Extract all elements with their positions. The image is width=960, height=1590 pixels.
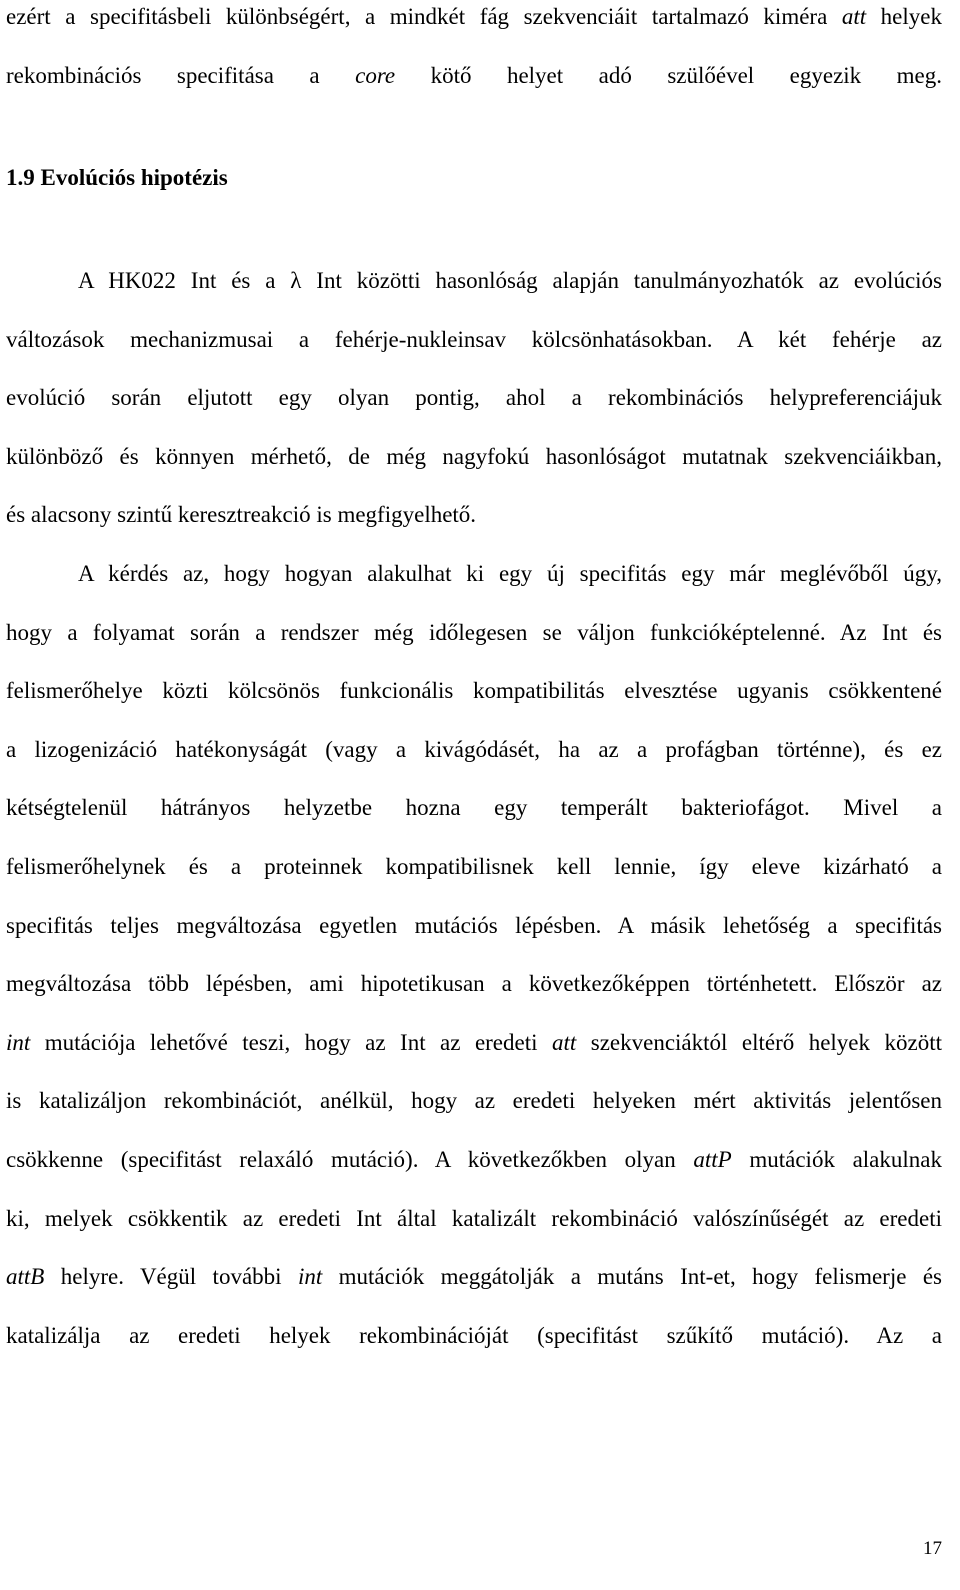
- text-line: [6, 325, 942, 355]
- text-run: kétségtelenül hátrányos helyzetbe hozna egy temperált bakteriofágot. Mivel a: [6, 795, 942, 820]
- text-run: különböző és könnyen mérhető, de még nagyfokú hasonlóságot mutatnak szekvenciáikban,: [6, 444, 942, 469]
- text-run: ki, melyek csökkentik az eredeti Int által katalizált rekombináció valószínűségét az eredeti: [6, 1206, 942, 1231]
- text-run: specifitás teljes megváltozása egyetlen mutációs lépésben. A másik lehetőség a specifitás: [6, 913, 942, 938]
- text-line: [6, 735, 942, 765]
- text-line: [6, 1262, 942, 1292]
- text-run: helyre. Végül további: [44, 1264, 298, 1289]
- text-line: [6, 442, 942, 472]
- text-run: katalizálja az eredeti helyek rekombinációját (specifitást szűkítő mutáció). Az a: [6, 1323, 942, 1348]
- text-run: kötő helyet adó szülőével egyezik meg.: [395, 63, 942, 88]
- italic-term: attB: [6, 1264, 45, 1289]
- text-run: rekombinációs specifitása a: [6, 63, 356, 88]
- italic-term: attP: [693, 1147, 732, 1172]
- text-line: [78, 559, 942, 589]
- text-run: és alacsony szintű keresztreakció is megfigyelhető.: [6, 502, 477, 527]
- text-run: felismerőhelye közti kölcsönös funkcionális kompatibilitás elvesztése ugyanis csökkentené: [6, 678, 942, 703]
- text-run: a lizogenizáció hatékonyságát (vagy a kivágódásét, ha az a profágban történne), és ez: [6, 737, 942, 762]
- section-heading: 1.9 Evolúciós hipotézis: [6, 165, 228, 190]
- text-line: [6, 911, 942, 941]
- text-line: [6, 618, 942, 648]
- text-run: ezért a specifitásbeli különbségért, a mindkét fág szekvenciáit tartalmazó kiméra: [6, 4, 842, 29]
- text-run: is katalizáljon rekombinációt, anélkül, hogy az eredeti helyeken mért aktivitás jelentősen: [6, 1088, 942, 1113]
- text-line: [6, 852, 942, 882]
- text-run: szekvenciáktól eltérő helyek között: [576, 1030, 942, 1055]
- text-run: helyek: [866, 4, 942, 29]
- text-line: [6, 1145, 942, 1175]
- text-line: [6, 1028, 942, 1058]
- text-line: [6, 969, 942, 999]
- italic-term: att: [551, 1030, 577, 1055]
- text-line: [6, 1086, 942, 1116]
- text-run: A kérdés az, hogy hogyan alakulhat ki egy új specifitás egy már meglévőből úgy,: [78, 561, 942, 586]
- text-run: változások mechanizmusai a fehérje-nukleinsav kölcsönhatásokban. A két fehérje az: [6, 327, 942, 352]
- italic-term: int: [297, 1264, 323, 1289]
- text-run: csökkenne (specifitást relaxáló mutáció). A következőkben olyan: [6, 1147, 694, 1172]
- text-run: mutációja lehetővé teszi, hogy az Int az eredeti: [30, 1030, 552, 1055]
- text-run: mutációk meggátolják a mutáns Int-et, hogy felismerje és: [322, 1264, 942, 1289]
- text-line: [6, 500, 942, 530]
- text-run: felismerőhelynek és a proteinnek kompatibilisnek kell lennie, így eleve kizárható a: [6, 854, 942, 879]
- italic-term: att: [841, 4, 867, 29]
- text-line: [6, 793, 942, 823]
- text-line: [78, 266, 942, 296]
- text-line: [6, 61, 942, 91]
- text-run: evolúció során eljutott egy olyan pontig, ahol a rekombinációs helypreferenciájuk: [6, 385, 942, 410]
- text-run: A HK022 Int és a λ Int közötti hasonlóság alapján tanulmányozhatók az evolúciós: [78, 268, 942, 293]
- text-run: megváltozása több lépésben, ami hipotetikusan a következőképpen történhetett. Először az: [6, 971, 942, 996]
- text-line: [6, 676, 942, 706]
- text-line: [6, 2, 942, 32]
- italic-term: int: [6, 1030, 31, 1055]
- page-number: 17: [923, 1538, 942, 1559]
- text-run: mutációk alakulnak: [731, 1147, 942, 1172]
- text-run: hogy a folyamat során a rendszer még időlegesen se váljon funkcióképtelenné. Az Int és: [6, 620, 942, 645]
- italic-term: core: [355, 63, 396, 88]
- text-line: [6, 383, 942, 413]
- text-line: [6, 1321, 942, 1351]
- text-line: [6, 1204, 942, 1234]
